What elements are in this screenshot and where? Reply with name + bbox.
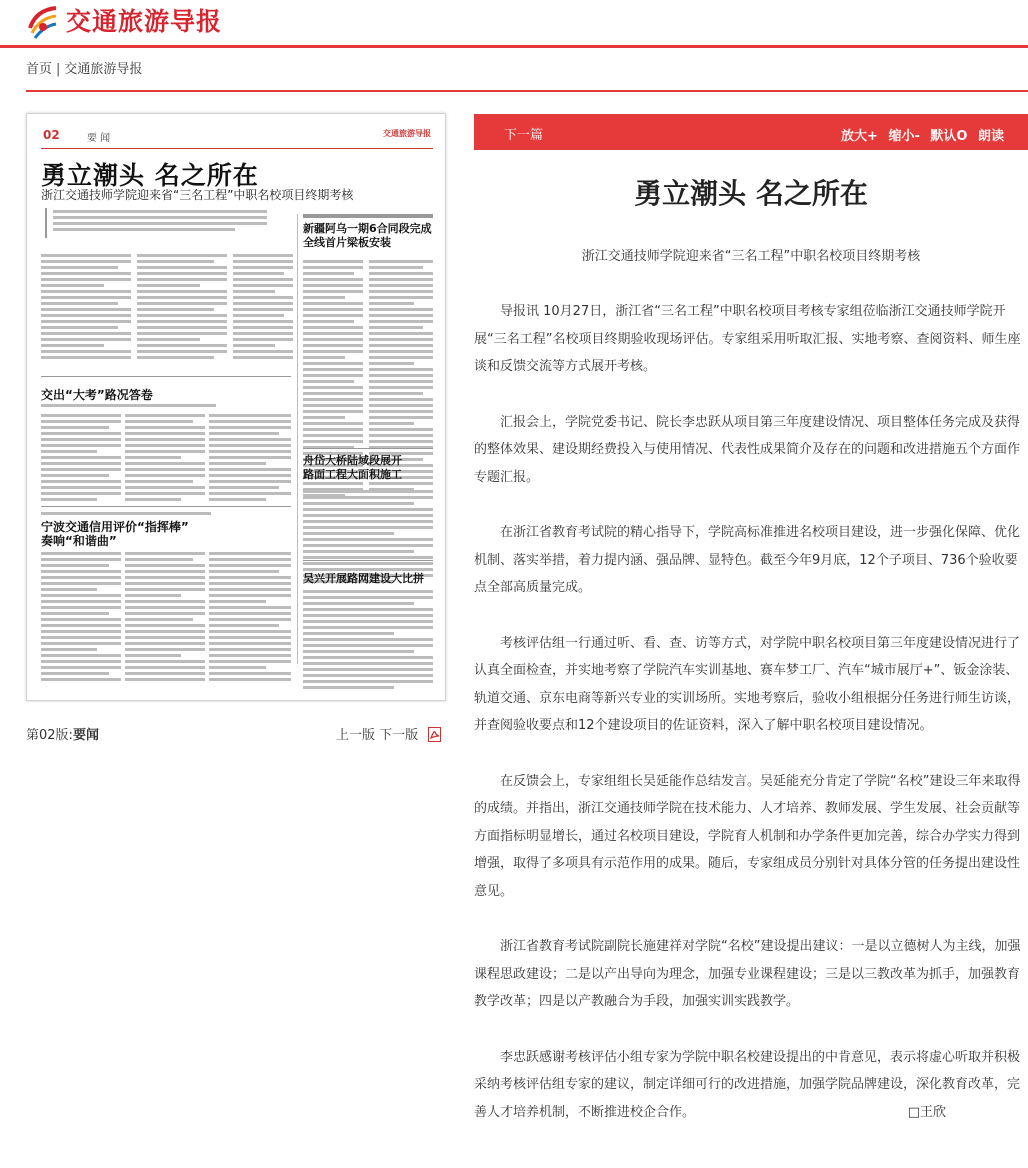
newspaper-story-divider xyxy=(303,560,433,561)
newspaper-lead-block xyxy=(45,208,269,238)
newspaper-story-title[interactable] xyxy=(41,520,291,548)
newspaper-subheadline[interactable]: 浙江交通技师学院迎来省“三名工程”中职名校项目终期考核 xyxy=(41,188,354,202)
newspaper-kicker xyxy=(41,512,241,518)
newspaper-text-block xyxy=(125,552,205,684)
newspaper-text-block xyxy=(137,254,227,362)
newspaper-headline[interactable]: 勇立潮头 名之所在 xyxy=(41,161,259,190)
newspaper-story-title[interactable] xyxy=(303,454,433,482)
newspaper-text-block xyxy=(41,552,121,684)
newspaper-page-number: 02 xyxy=(43,128,60,142)
reading-tools xyxy=(835,125,1004,144)
read-aloud-button[interactable]: 朗读 xyxy=(977,129,1004,144)
article-paragraph: 汇报会上，学院党委书记、院长李忠跃从项目第三年度建设情况、项目整体任务完成及获得的整体效果、建设期经费投入与使用情况、代表性成果简介及存在的问题和改进措施五个方面作专题汇报。 xyxy=(474,414,1021,485)
breadcrumb-separator: | xyxy=(56,62,61,77)
newspaper-page-image[interactable] xyxy=(26,113,446,701)
article-subtitle: 浙江交通技师学院迎来省“三名工程”中职名校项目终期考核 xyxy=(581,249,921,264)
newspaper-story-divider xyxy=(41,376,291,377)
article-toolbar xyxy=(474,114,1028,150)
article-paragraph-text: 李忠跃感谢考核评估小组专家为学院中职名校建设提出的中肯意见，表示将虚心听取并积极采纳考核评估组专家的建议，制定详细可行的改进措施，加强学院品牌建设，深化教育改革，完善人才培养机制，不断推进校企合作。 xyxy=(474,1049,1021,1120)
page-info xyxy=(26,724,99,743)
newspaper-column-rule xyxy=(297,214,298,664)
newspaper-story-divider xyxy=(303,448,433,449)
newspaper-story-title[interactable]: 新疆阿乌一期6合同段完成全线首片梁板安装 xyxy=(303,222,432,249)
newspaper-story-title-line: 路面工程大面积施工 xyxy=(303,468,402,481)
newspaper-text-block xyxy=(41,414,121,504)
page-navigation xyxy=(336,724,441,743)
newspaper-text-block xyxy=(125,414,205,504)
newspaper-text-block xyxy=(209,414,291,504)
breadcrumb-current-link[interactable]: 交通旅游导报 xyxy=(64,62,143,77)
article-paragraph: 导报讯 10月27日，浙江省“三名工程”中职名校项目考核专家组莅临浙江交通技师学院开展“三名工程”名校项目终期验收现场评估。专家组采用听取汇报、实地考察、查阅资料、师生座谈和反馈交流等方式展开考核。 xyxy=(474,304,1021,374)
newspaper-page-header xyxy=(41,128,433,149)
article-title: 勇立潮头 名之所在 xyxy=(634,177,868,210)
newspaper-masthead: 交通旅游导报 xyxy=(383,129,431,138)
newspaper-story-title-line: 奏响“和谐曲” xyxy=(41,534,117,548)
breadcrumb-divider xyxy=(26,90,1028,92)
newspaper-text-block xyxy=(303,590,433,692)
breadcrumb-home-link[interactable]: 首页 xyxy=(26,62,53,77)
site-logo-text[interactable]: 交通旅游导报 xyxy=(66,7,223,36)
logo-icon[interactable] xyxy=(26,0,60,40)
newspaper-text-block xyxy=(209,552,291,684)
page-info-name[interactable]: 要闻 xyxy=(72,728,99,743)
newspaper-kicker xyxy=(303,214,433,218)
article-body xyxy=(474,298,1024,1126)
article-paragraph: 考核评估组一行通过听、看、查、访等方式，对学院中职名校项目第三年度建设情况进行了认真全面检查，并实地考察了学院汽车实训基地、赛车梦工厂、汽车“城市展厅+”、钣金涂装、轨道交通、京东电商等新兴专业的实训场所。实地考察后，验收小组根据分任务进行师生访谈，并查阅验收要点和12个建设项目的佐证资料，深入了解中职名校项目建设情况。 xyxy=(474,635,1021,733)
newspaper-page-section: 要 闻 xyxy=(87,133,111,144)
zoom-out-button[interactable]: 缩小- xyxy=(888,129,920,144)
article-paragraph: 在浙江省教育考试院的精心指导下，学院高标准推进名校项目建设，进一步强化保障、优化机制、落实举措，着力提内涵、强品牌、显特色。截至今年9月底，12个子项目、736个验收要点全部高质量完成。 xyxy=(474,525,1021,595)
article-paragraph: 在反馈会上，专家组组长吴延能作总结发言。吴延能充分肯定了学院“名校”建设三年来取得的成绩。并指出，浙江交通技师学院在技术能力、人才培养、教师发展、学生发展、社会贡献等方面指标明显增长，通过名校项目建设，学院育人机制和办学条件更加完善，综合办学实力得到增强，取得了多项具有示范作用的成果。随后，专家组成员分别针对具体分管的任务提出建设性意见。 xyxy=(474,773,1021,899)
newspaper-text-block xyxy=(41,254,131,362)
newspaper-text-block xyxy=(233,254,293,362)
site-header xyxy=(0,0,1028,44)
article-paragraph xyxy=(474,1044,1024,1127)
prev-page-link[interactable]: 上一版 xyxy=(336,728,376,743)
header-divider xyxy=(0,45,1028,48)
default-size-button[interactable]: 默认O xyxy=(930,129,968,144)
article-author: □王欣 xyxy=(907,1104,946,1120)
newspaper-story-title-line: 舟岱大桥陆域段展开 xyxy=(303,454,402,467)
newspaper-story-title[interactable]: 交出“大考”路况答卷 xyxy=(41,388,153,402)
newspaper-text-block xyxy=(41,404,291,410)
next-article-link[interactable]: 下一篇 xyxy=(504,128,544,143)
page-info-label: 第02版: xyxy=(26,728,73,743)
breadcrumb xyxy=(26,58,142,77)
next-page-link[interactable]: 下一版 xyxy=(379,728,419,743)
newspaper-story-title-line: 宁波交通信用评价“指挥棒” xyxy=(41,520,189,534)
newspaper-story-divider xyxy=(41,506,291,507)
zoom-in-button[interactable]: 放大+ xyxy=(841,129,878,144)
pdf-icon[interactable] xyxy=(428,727,441,742)
article-paragraph: 浙江省教育考试院副院长施建祥对学院“名校”建设提出建议：一是以立德树人为主线，加强课程思政建设；二是以产出导向为理念，加强专业课程建设；三是以三教改革为抓手，加强教育教学改革；四是以产教融合为手段，加强实训实践教学。 xyxy=(474,939,1021,1009)
newspaper-story-title[interactable]: 吴兴开展路网建设大比拼 xyxy=(303,572,424,585)
